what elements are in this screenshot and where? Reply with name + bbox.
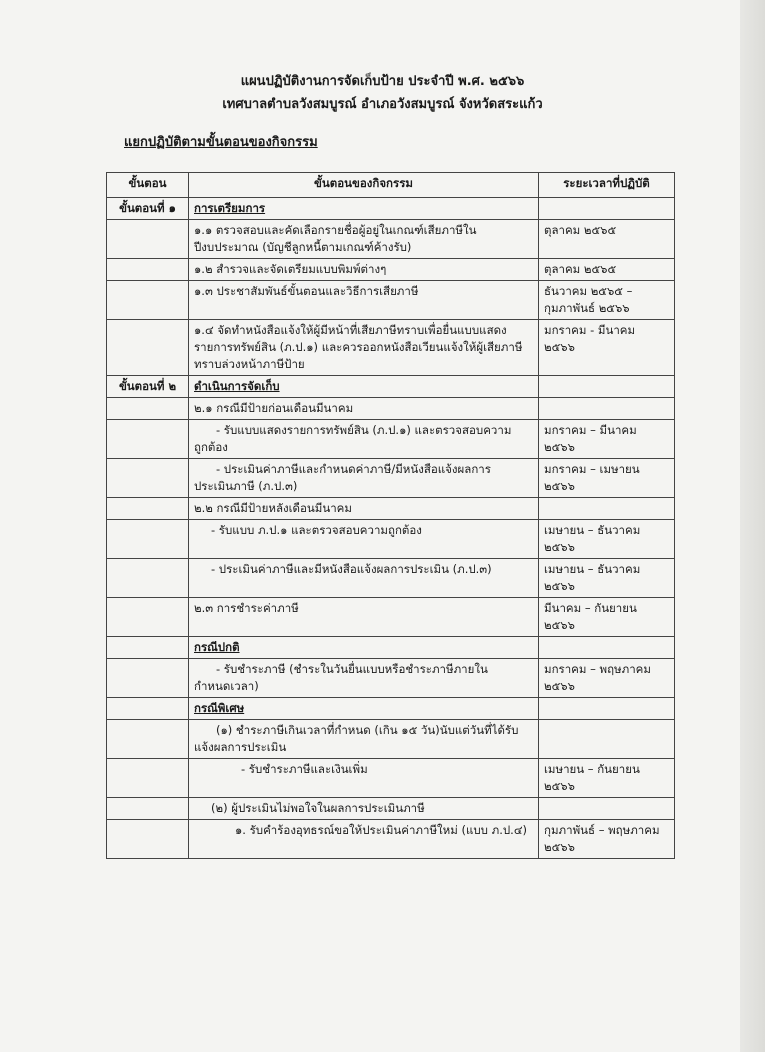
step-label bbox=[107, 398, 189, 420]
header-step: ขั้นตอน bbox=[107, 173, 189, 198]
time-text-cont: ๒๕๖๖ bbox=[544, 679, 575, 693]
activity-heading: กรณีปกติ bbox=[194, 640, 240, 654]
time-cell bbox=[539, 398, 675, 420]
activity-heading: ดำเนินการจัดเก็บ bbox=[194, 379, 280, 393]
time-cell bbox=[539, 820, 675, 859]
time-text: มกราคม – มีนาคม bbox=[544, 423, 637, 437]
time-text-cont: ๒๕๖๖ bbox=[544, 440, 575, 454]
table-row bbox=[107, 720, 675, 759]
activity-text-cont: ประเมินภาษี (ภ.ป.๓) bbox=[194, 479, 298, 493]
step-label bbox=[107, 720, 189, 759]
time-text-cont: ๒๕๖๖ bbox=[544, 618, 575, 632]
time-text: มกราคม – เมษายน bbox=[544, 462, 640, 476]
activity-heading: กรณีพิเศษ bbox=[194, 701, 245, 715]
time-text: มีนาคม – กันยายน bbox=[544, 601, 637, 615]
step-label bbox=[107, 820, 189, 859]
table-row bbox=[107, 659, 675, 698]
time-text-cont: ๒๕๖๖ bbox=[544, 840, 575, 854]
time-text: ธันวาคม ๒๕๖๕ – bbox=[544, 284, 633, 298]
time-text: เมษายน – ธันวาคม bbox=[544, 523, 641, 537]
table-row bbox=[107, 320, 675, 376]
table-row bbox=[107, 281, 675, 320]
step-label bbox=[107, 320, 189, 376]
step-label bbox=[107, 798, 189, 820]
activity-text: - รับแบบแสดงรายการทรัพย์สิน (ภ.ป.๑) และตรวจสอบความ bbox=[216, 423, 512, 437]
time-cell bbox=[539, 798, 675, 820]
activity-text-cont: กำหนดเวลา) bbox=[194, 679, 259, 693]
activity-heading: การเตรียมการ bbox=[194, 201, 266, 215]
step-label bbox=[107, 598, 189, 637]
time-text: มกราคม - มีนาคม bbox=[544, 323, 636, 337]
time-text-cont: ๒๕๖๖ bbox=[544, 779, 575, 793]
table-row bbox=[107, 420, 675, 459]
time-cell bbox=[539, 637, 675, 659]
step-label bbox=[107, 259, 189, 281]
step-label bbox=[107, 698, 189, 720]
activity-cell: - รับชำระภาษีและเงินเพิ่ม bbox=[189, 759, 539, 798]
time-cell bbox=[539, 420, 675, 459]
time-cell bbox=[539, 698, 675, 720]
header-time: ระยะเวลาที่ปฏิบัติ bbox=[539, 173, 675, 198]
time-cell bbox=[539, 281, 675, 320]
table-row bbox=[107, 759, 675, 798]
table-row bbox=[107, 637, 675, 659]
table-row bbox=[107, 698, 675, 720]
time-cell bbox=[539, 498, 675, 520]
step-label bbox=[107, 220, 189, 259]
activity-cell: ๒.๑ กรณีมีป้ายก่อนเดือนมีนาคม bbox=[189, 398, 539, 420]
activity-text: ๑.๑ ตรวจสอบและคัดเลือกรายชื่อผู้อยู่ในเกณฑ์เสียภาษีใน bbox=[194, 223, 477, 237]
time-text-cont: กุมภาพันธ์ ๒๕๖๖ bbox=[544, 301, 630, 315]
document-organization: เทศบาลตำบลวังสมบูรณ์ อำเภอวังสมบูรณ์ จังหวัดสระแก้ว bbox=[222, 97, 543, 112]
time-text-cont: ๒๕๖๖ bbox=[544, 579, 575, 593]
activity-cell: ๑.๓ ประชาสัมพันธ์ขั้นตอนและวิธีการเสียภาษี bbox=[189, 281, 539, 320]
time-cell bbox=[539, 376, 675, 398]
step-label bbox=[107, 459, 189, 498]
activity-plan-table bbox=[106, 172, 675, 859]
time-cell bbox=[539, 659, 675, 698]
time-cell bbox=[539, 320, 675, 376]
step-label bbox=[107, 559, 189, 598]
table-row bbox=[107, 798, 675, 820]
table-row bbox=[107, 259, 675, 281]
section-subtitle: แยกปฏิบัติตามขั้นตอนของกิจกรรม bbox=[124, 135, 318, 150]
step-label bbox=[107, 520, 189, 559]
table-row bbox=[107, 820, 675, 859]
activity-text: - รับชำระภาษี (ชำระในวันยื่นแบบหรือชำระภาษีภายใน bbox=[216, 662, 488, 676]
activity-cell bbox=[189, 420, 539, 459]
time-cell bbox=[539, 520, 675, 559]
time-text: มกราคม – พฤษภาคม bbox=[544, 662, 651, 676]
activity-text-cont: รายการทรัพย์สิน (ภ.ป.๑) และควรออกหนังสือเวียนแจ้งให้ผู้เสียภาษี bbox=[194, 340, 523, 354]
time-text: กุมภาพันธ์ – พฤษภาคม bbox=[544, 823, 660, 837]
activity-cell: ๑. รับคำร้องอุทธรณ์ขอให้ประเมินค่าภาษีใหม่ (แบบ ภ.ป.๔) bbox=[189, 820, 539, 859]
header-activity: ขั้นตอนของกิจกรรม bbox=[189, 173, 539, 198]
activity-cell bbox=[189, 698, 539, 720]
activity-cell: - รับแบบ ภ.ป.๑ และตรวจสอบความถูกต้อง bbox=[189, 520, 539, 559]
step-label bbox=[107, 637, 189, 659]
activity-cell: - ประเมินค่าภาษีและมีหนังสือแจ้งผลการประเมิน (ภ.ป.๓) bbox=[189, 559, 539, 598]
table-row bbox=[107, 398, 675, 420]
activity-text-cont: ถูกต้อง bbox=[194, 440, 228, 454]
activity-cell bbox=[189, 720, 539, 759]
time-cell: ตุลาคม ๒๕๖๕ bbox=[539, 220, 675, 259]
time-text: เมษายน – กันยายน bbox=[544, 762, 640, 776]
table-row bbox=[107, 520, 675, 559]
time-cell bbox=[539, 720, 675, 759]
step-label bbox=[107, 420, 189, 459]
activity-text-cont: ปีงบประมาณ (บัญชีลูกหนี้ตามเกณฑ์ค้างรับ) bbox=[194, 240, 412, 254]
activity-cell bbox=[189, 220, 539, 259]
activity-cell: (๒) ผู้ประเมินไม่พอใจในผลการประเมินภาษี bbox=[189, 798, 539, 820]
activity-cell bbox=[189, 376, 539, 398]
activity-cell bbox=[189, 459, 539, 498]
time-text: เมษายน – ธันวาคม bbox=[544, 562, 641, 576]
step-label bbox=[107, 759, 189, 798]
table-row bbox=[107, 559, 675, 598]
activity-cell: ๒.๒ กรณีมีป้ายหลังเดือนมีนาคม bbox=[189, 498, 539, 520]
activity-cell bbox=[189, 637, 539, 659]
time-cell: ตุลาคม ๒๕๖๕ bbox=[539, 259, 675, 281]
activity-text: - ประเมินค่าภาษีและกำหนดค่าภาษี/มีหนังสือแจ้งผลการ bbox=[216, 462, 491, 476]
activity-text: ๑.๔ จัดทำหนังสือแจ้งให้ผู้มีหน้าที่เสียภาษีทราบเพื่อยื่นแบบแสดง bbox=[194, 323, 507, 337]
step-label bbox=[107, 659, 189, 698]
step-label: ขั้นตอนที่ ๑ bbox=[107, 198, 189, 220]
document-title: แผนปฏิบัติงานการจัดเก็บป้าย ประจำปี พ.ศ. ๒๕๖๖ bbox=[240, 74, 525, 89]
table-row bbox=[107, 498, 675, 520]
step-label bbox=[107, 498, 189, 520]
activity-cell bbox=[189, 198, 539, 220]
time-text-cont: ๒๕๖๖ bbox=[544, 540, 575, 554]
time-cell bbox=[539, 759, 675, 798]
table-row bbox=[107, 459, 675, 498]
table-header-row bbox=[107, 173, 675, 198]
step-label: ขั้นตอนที่ ๒ bbox=[107, 376, 189, 398]
table-row bbox=[107, 198, 675, 220]
table-row bbox=[107, 376, 675, 398]
table-row bbox=[107, 220, 675, 259]
time-cell bbox=[539, 598, 675, 637]
activity-text: (๑) ชำระภาษีเกินเวลาที่กำหนด (เกิน ๑๕ วัน)นับแต่วันที่ได้รับ bbox=[216, 723, 519, 737]
step-label bbox=[107, 281, 189, 320]
time-cell bbox=[539, 198, 675, 220]
time-cell bbox=[539, 459, 675, 498]
activity-cell bbox=[189, 659, 539, 698]
time-text-cont: ๒๕๖๖ bbox=[544, 479, 575, 493]
time-text-cont: ๒๕๖๖ bbox=[544, 340, 575, 354]
table-row bbox=[107, 598, 675, 637]
activity-cell: ๒.๓ การชำระค่าภาษี bbox=[189, 598, 539, 637]
time-cell bbox=[539, 559, 675, 598]
activity-text-cont: ทราบล่วงหน้าภาษีป้าย bbox=[194, 357, 305, 371]
activity-text-cont: แจ้งผลการประเมิน bbox=[194, 740, 287, 754]
activity-cell: ๑.๒ สำรวจและจัดเตรียมแบบพิมพ์ต่างๆ bbox=[189, 259, 539, 281]
activity-cell bbox=[189, 320, 539, 376]
scan-edge bbox=[740, 0, 765, 1052]
